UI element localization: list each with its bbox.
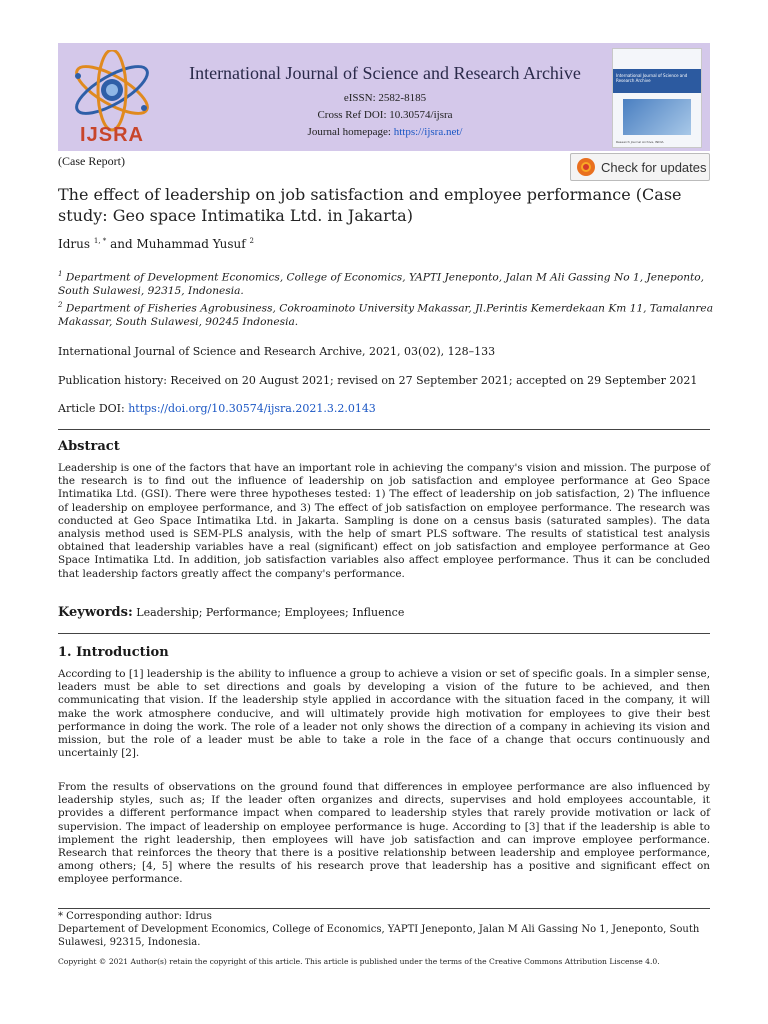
journal-meta <box>260 90 510 141</box>
keywords-label: Keywords: <box>58 605 133 620</box>
journal-cover-thumbnail <box>612 48 702 148</box>
introduction-paragraph-1: According to [1] leadership is the ability to influence a group to achieve a vision or set of specific goals. In a simpler sense, leaders must be able to set directions and goals by developing a vision of the future to be achieved, and then communicating that vision. If the leadership style applied in accordance with the situation faced in the company, it will make the work atmosphere conducive, and will ultimately provide high motivation for employees to give their best performance in doing the work. The role of a leader not only shows the direction of a company in achieving its vision and mission, but the role of a leader must be able to take a role in the face of a change that occurs continuously and uncertainly [2]. <box>58 668 710 760</box>
author-2-sup: 2 <box>249 237 254 245</box>
author-1-sup: 1, * <box>93 237 107 245</box>
journal-title: International Journal of Science and Research Archive <box>189 63 581 83</box>
article-type: (Case Report) <box>58 154 125 168</box>
introduction-heading: 1. Introduction <box>58 645 169 660</box>
footnote-divider <box>58 908 710 909</box>
eissn: eISSN: 2582-8185 <box>343 92 427 104</box>
abstract-heading: Abstract <box>58 439 120 454</box>
citation: International Journal of Science and Research Archive, 2021, 03(02), 128–133 <box>58 345 496 358</box>
affiliation-text: Department of Development Economics, College of Economics, YAPTI Jeneponto, Jalan M Ali Gassing No 1, Jeneponto, South Sulawesi, 92315, Indonesia. <box>58 271 705 298</box>
homepage-label: Journal homepage: <box>307 126 394 138</box>
logo-text: IJSRA <box>80 124 144 146</box>
check-updates-label: Check for updates <box>601 159 707 175</box>
copyright: Copyright © 2021 Author(s) retain the copyright of this article. This article is published under the terms of the Creative Commons Attribution Liscense 4.0. <box>58 957 660 966</box>
affiliation-text: Department of Fisheries Agrobusiness, Cokroaminoto University Makassar, Jl.Perintis Kemerdekaan Km 11, Tamalanrea Makassar, South Sulawesi, 90245 Indonesia. <box>58 302 714 329</box>
keywords <box>58 605 404 620</box>
article-title: The effect of leadership on job satisfaction and employee performance (Case study: Geo space Intimatika Ltd. in Jakarta) <box>58 185 682 225</box>
cover-image <box>623 99 691 135</box>
check-for-updates-button[interactable] <box>570 153 710 181</box>
abstract-text: Leadership is one of the factors that have an important role in achieving the company's vision and mission. The purpose of the research is to find out the influence of leadership on job satisfaction and employee performance at Geo Space Intimatika Ltd. (GSI). There were three hypotheses tested: 1) The effect of leadership on job satisfaction, 2) The influence of leadership on employee performance, and 3) The effect of job satisfaction on employee performance. The research was conducted at Geo Space Intimatika Ltd. in Jakarta. Sampling is done on a census basis (saturated samples). The data analysis method used is SEM-PLS analysis, with the help of smart PLS software. The results of statistical test analysis obtained that leadership variables have a real (significant) effect on job satisfaction and employee performance at Geo Space Intimatika Ltd. In addition, job satisfaction variables also affect employee performance. Thus it can be concluded that leadership factors greatly affect the company's performance. <box>58 462 710 580</box>
journal-homepage <box>260 124 510 141</box>
corresponding-address: Departement of Development Economics, College of Economics, YAPTI Jeneponto, Jalan M Ali Gassing No 1, Jeneponto, South Sulawesi, 92315, Indonesia. <box>58 924 700 948</box>
doi-label: Article DOI: <box>58 402 129 415</box>
doi-link[interactable]: https://doi.org/10.30574/ijsra.2021.3.2.0143 <box>128 402 376 415</box>
cover-title: International Journal of Science and Research Archive <box>616 73 688 83</box>
article-doi <box>58 402 376 415</box>
keywords-text: Leadership; Performance; Employees; Influence <box>132 606 405 619</box>
affiliation-sup: 1 <box>58 270 63 278</box>
divider <box>58 429 710 430</box>
divider <box>58 633 710 634</box>
author-2: and Muhammad Yusuf <box>106 237 250 251</box>
cover-footer: Research Journal Archive, INDIA <box>616 140 664 144</box>
affiliation-sup: 2 <box>58 301 63 309</box>
corresponding-author: * Corresponding author: Idrus <box>58 911 212 922</box>
homepage-link[interactable]: https://ijsra.net/ <box>393 126 463 138</box>
author-1: Idrus <box>58 237 94 251</box>
footnote <box>58 910 710 949</box>
introduction-paragraph-2: From the results of observations on the ground found that differences in employee performance are also influenced by leadership styles, such as; If the leader often organizes and directs, supervises and hold employees accountable, it provides a different performance impact when compared to leadership styles that rarely provide motivation or lack of supervision. The impact of leadership on employee performance is huge. According to [3] that if the leadership is able to implement the right leadership, then employees will have job satisfaction and can improve employee performance. Research that reinforces the theory that there is a positive relationship between leadership and employee performance, among others; [4, 5] where the results of his research prove that leadership has a positive and significant effect on employee performance. <box>58 781 710 886</box>
crossmark-icon <box>577 158 595 176</box>
affiliation-2 <box>58 299 718 330</box>
authors <box>58 237 254 251</box>
affiliation-1 <box>58 268 718 299</box>
crossref-doi: Cross Ref DOI: 10.30574/ijsra <box>317 109 453 121</box>
publication-history: Publication history: Received on 20 August 2021; revised on 27 September 2021; accepted on 29 September 2021 <box>58 374 698 387</box>
